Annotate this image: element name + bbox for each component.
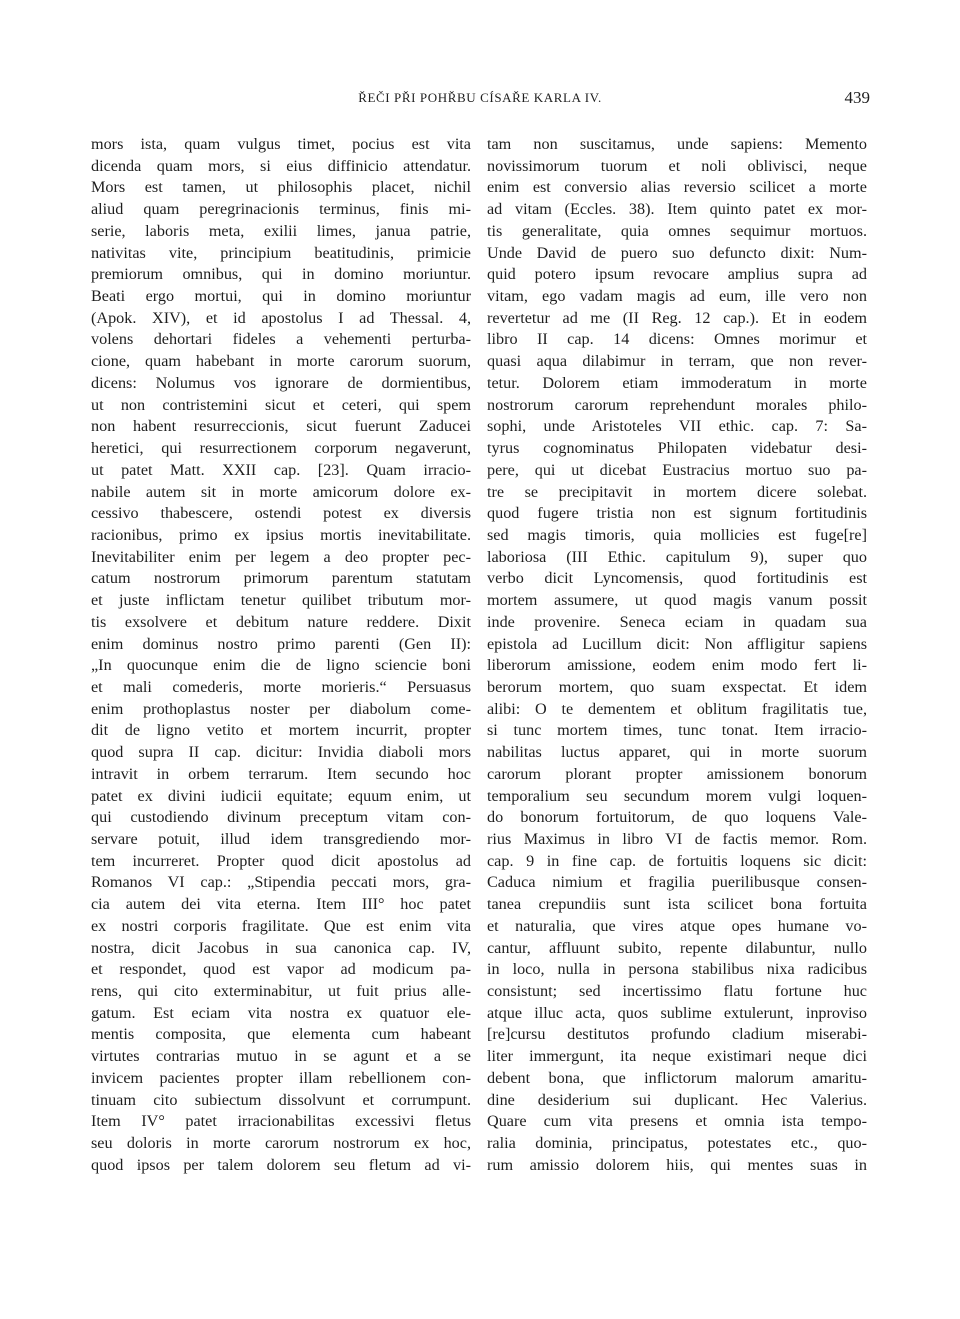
text-line: cessivo thabescere, ostendi potest ex diversis [91,504,471,523]
text-line: nostra, dicit Jacobus in sua canonica cap. IV, [91,938,471,957]
text-line: (Apok. XIV), et id apostolus I ad Thessal. 4, [91,308,471,327]
text-line: rum amissio dolorem hiis, qui mentes suas in [487,1155,867,1174]
text-line: quasi aqua dilabimur in terram, que non rever- [487,352,867,371]
text-line: liberorum amissione, eodem enim modo fert li- [487,656,867,675]
text-line: et naturalia, que vires atque opes humane vo- [487,916,867,935]
text-line: novissimorum tuorum et noli oblivisci, neque [487,156,867,175]
running-title: ŘEČI PŘI POHŘBU CÍSAŘE KARLA IV. [358,90,602,105]
text-line: inde provenire. Seneca eciam in quadam sua [487,612,867,631]
text-line: tetur. Dolorem etiam immoderatum in morte [487,373,867,392]
text-line: si tunc mortem times, tunc tonat. Item irracio- [487,721,867,740]
text-line: Mors est tamen, ut philosophis placet, nichil [91,178,471,197]
text-line: enim prothoplastus noster per diabolum come- [91,699,471,718]
text-line: mortem assumere, ut quod magis vanum possit [487,591,867,610]
text-line: liter immergunt, ita neque existimari neque dici [487,1047,867,1066]
text-line: vitam, ego vadam magis ad eum, ille vero non [487,287,867,306]
text-line: cap. 9 in fine cap. de fortuitis loquens sic dicit: [487,851,867,870]
text-line: do bonorum fortuitorum, de quo loquens Vale- [487,808,867,827]
text-line: premiorum omnibus, qui in domino moriuntur. [91,265,471,284]
text-line: verbo dicit Lyncomensis, quod fortitudinis est [487,569,867,588]
text-line: et respondet, quod est vapor ad modicum pa- [91,960,471,979]
text-line: debent bona, que inflictorum malorum amaritu- [487,1068,867,1087]
text-line: Inevitabiliter enim per legem a deo propter pec- [91,547,471,566]
text-line: virtutes contrarias mutuo in se agunt et a se [91,1047,471,1066]
text-line: aliud quam peregrinacionis terminus, finis mi- [91,200,471,219]
text-line: rius Maximus in libro VI de factis memor. Rom. [487,830,867,848]
text-line: tis exsolvere et debitum nature reddere. Dixit [91,612,471,631]
text-line: pere, qui ut dicebat Eustracius mortuo suo pa- [487,460,867,479]
text-line: et juste inflictam tenetur quilibet tributum mor- [91,591,471,610]
text-line: catum nostrorum primorum parentum statutam [91,569,471,588]
text-line: temporalium seu secundum morem vulgi loquen- [487,786,867,805]
text-line: tyrus cognominatus Philopaten videbatur desi- [487,439,867,458]
text-line: alibi: O te dementem et oblitum fragilitatis tue, [487,699,867,718]
text-line: racionibus, primo ex ipsius mortis inevitabilitate. [91,525,471,544]
text-line: carorum plorant propter amissionem bonorum [487,764,867,783]
text-line: ralia dominia, principatus, potestates etc., quo- [487,1134,867,1153]
text-line: consistunt; sed incertissimo flatu fortune huc [487,982,867,1001]
text-line: cantur, affluunt subito, repente dilabuntur, nullo [487,938,867,957]
text-line: dine desiderium sui duplicant. Hec Valerius. [487,1090,867,1109]
text-line: mentis composita, que elementa cum habeant [91,1025,471,1044]
text-line: in loco, nulla in persona stabilibus nixa radicibus [487,960,867,979]
text-line: nabile autem sit in morte amicorum dolore ex- [91,482,471,501]
text-line: dit de ligno vetito et mortem incurrit, propter [91,721,471,740]
text-line: et mali comederis, morte morieris.“ Persuasus [91,677,471,696]
text-line: non habent resurreccionis, sicut fuerunt Zaducei [91,417,471,436]
text-line: rens, qui cito exterminabitur, ut fuit prius alle- [91,982,471,1001]
text-line: libro II cap. 14 dicens: Omnes morimur et [487,330,867,349]
text-line: ut patet Matt. XXII cap. [23]. Quam irracio- [91,460,471,479]
text-line: mors ista, quam vulgus timet, pocius est vita [91,135,471,153]
text-line: qui custodiendo divinum preceptum vitam con- [91,808,471,827]
text-line: tam non suscitamus, unde sapiens: Memento [487,135,867,153]
text-line: nativitas vite, principium beatitudinis, primicie [91,243,471,262]
text-line: invicem pacientes propter illam rebellionem con- [91,1068,471,1087]
text-line: serie, laboris meta, exilii limes, janua patrie, [91,221,471,240]
text-line: sed magis timoris, quia mollicies est fuge[re] [487,525,867,544]
text-line: ex nostri corporis fragilitate. Que est enim vita [91,916,471,935]
text-line: Item IV° patet irracionabilitas excessivi fletus [91,1112,471,1131]
text-line: Quare cum vita presens et omnia ista tempo- [487,1112,867,1131]
text-line: tis generalitate, quia omnes sequimur mortuos. [487,221,867,240]
text-line: laboriosa (III Ethic. capitulum 9), super quo [487,547,867,566]
text-line: dicenda quam mors, si eius diffinicio attendatur. [91,156,471,175]
text-line: tre se precipitavit in mortem dicere solebat. [487,482,867,501]
text-line: ad vitam (Eccles. 38). Item quinto patet ex mor- [487,200,867,219]
text-line: seu doloris in morte carorum nostrorum ex hoc, [91,1134,471,1153]
text-line: Caduca nimium et fragilia puerilibusque consen- [487,873,867,892]
text-line: epistola ad Lucillum dicit: Non affligitur sapiens [487,634,867,653]
text-line: nostrorum carorum reprehendunt morales philo- [487,395,867,414]
text-line: Unde David de puero suo defuncto dixit: Num- [487,243,867,262]
text-line: intravit in orbem terrarum. Item secundo hoc [91,764,471,783]
left-text-column [91,134,471,1177]
text-line: patet ex divini iudicii equitate; equum enim, ut [91,786,471,805]
page-number: 439 [844,88,870,107]
text-line: cione, quam habebant in morte carorum suorum, [91,352,471,371]
text-line: heretici, qui resurrectionem corporum negaverunt, [91,439,471,458]
text-line: berorum mortem, quo suam exspectat. Et idem [487,677,867,696]
text-line: servare potuit, illud idem transgrediendo mor- [91,830,471,848]
text-line: quod supra II cap. dicitur: Invidia diaboli mors [91,743,471,762]
text-line: sophi, unde Aristoteles VII ethic. cap. 7: Sa- [487,417,867,436]
text-line: nabilitas luctus apparet, qui in morte suorum [487,743,867,762]
text-line: revertetur ad me (II Reg. 12 cap.). Et in eodem [487,308,867,327]
text-line: quid potero ipsum revocare amplius supra ad [487,265,867,284]
text-line: quod ipsos per talem dolorem seu fletum ad vi- [91,1155,471,1174]
text-line: [re]cursu destitutos profundo cladium miserabi- [487,1025,867,1044]
text-line: Beati ergo mortui, qui in domino moriuntur [91,287,471,306]
text-line: quod fugere tristia non est signum fortitudinis [487,504,867,523]
text-line: enim dominus nostro primo parenti (Gen II): [91,634,471,653]
text-line: gatum. Est eciam vita nostra ex quatuor ele- [91,1003,471,1022]
text-line: enim est conversio alias reversio scilicet a morte [487,178,867,197]
text-line: tinuam cito subiectum dissolvunt et corrumpunt. [91,1090,471,1109]
text-line: dicens: Nolumus vos ignorare de dormientibus, [91,373,471,392]
text-line: cia autem dei vita eterna. Item III° hoc patet [91,895,471,914]
text-line: atque illuc acta, quos sublime extulerunt, inproviso [487,1003,867,1022]
text-line: tem incurreret. Propter quod dicit apostolus ad [91,851,471,870]
text-line: Romanos VI cap.: „Stipendia peccati mors, gra- [91,873,471,892]
text-line: tanea crepundiis sunt ista scilicet bona fortuita [487,895,867,914]
text-line: ut non contristemini sicut et ceteri, qui spem [91,395,471,414]
text-line: volens dehortari fideles a vehementi perturba- [91,330,471,349]
right-text-column [487,134,867,1177]
text-line: „In quocunque enim die de ligno sciencie boni [91,656,471,675]
